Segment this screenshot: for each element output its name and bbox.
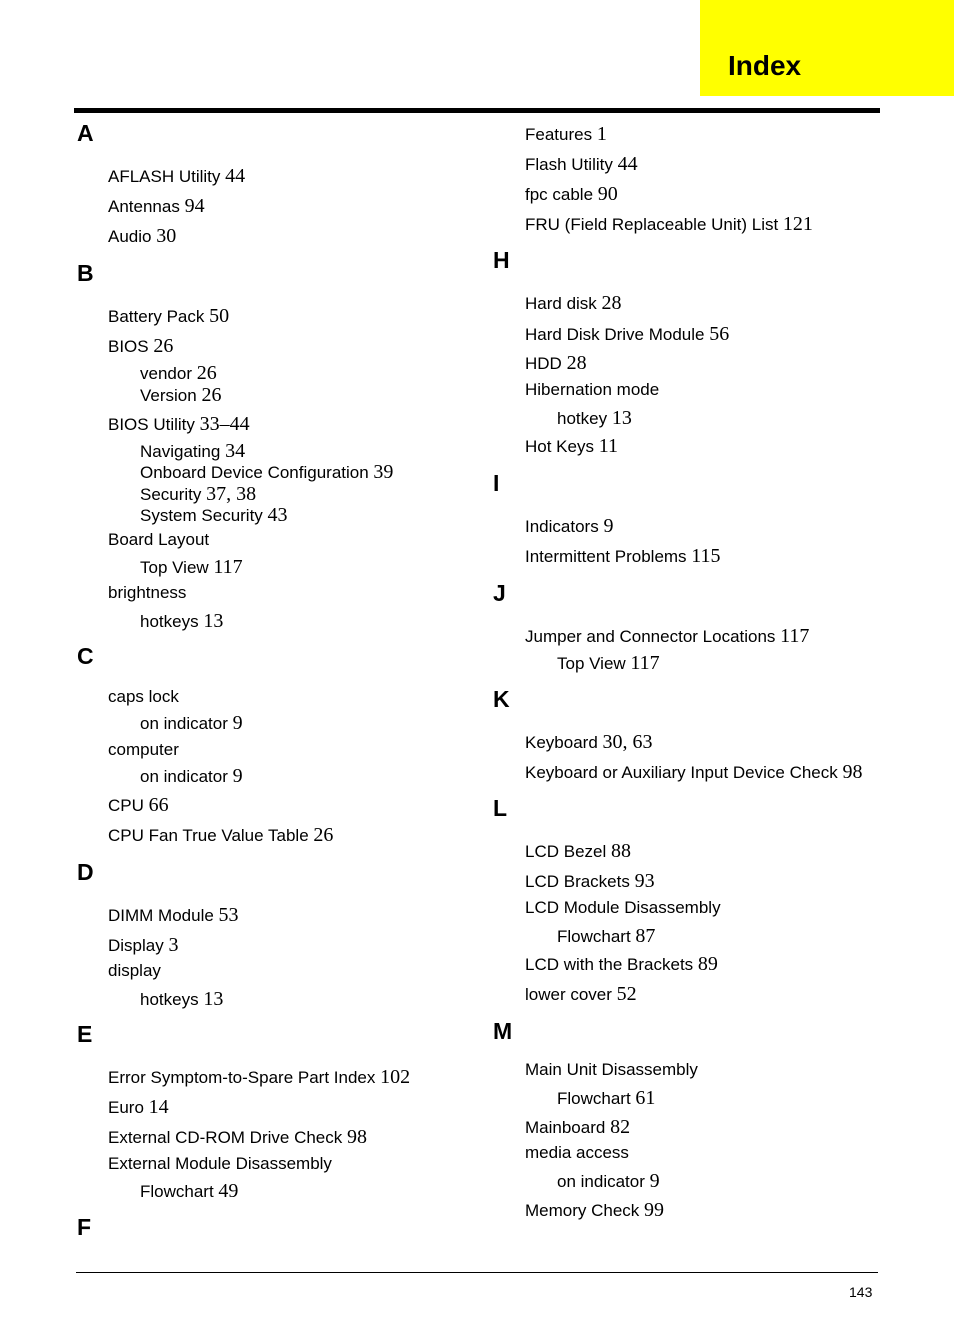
entry-label: caps lock (108, 687, 179, 706)
index-entry (108, 226, 176, 246)
entry-label: BIOS Utility (108, 415, 200, 434)
entry-label: Security (140, 485, 207, 504)
entry-label: Display (108, 936, 169, 955)
index-letter-heading: F (77, 1214, 92, 1240)
entry-page-number: 117 (213, 556, 243, 578)
entry-label: Memory Check (525, 1201, 645, 1220)
index-subentry (140, 441, 245, 461)
index-entry (525, 381, 659, 398)
index-entry (108, 688, 179, 705)
entry-label: CPU Fan True Value Table (108, 826, 314, 845)
entry-label: Keyboard (525, 733, 603, 752)
index-entry (525, 214, 813, 234)
index-entry (108, 825, 333, 845)
entry-page-number: 3 (168, 934, 179, 956)
entry-page-number: 33–44 (199, 413, 250, 435)
index-entry (108, 1127, 367, 1147)
page-title: Index (728, 50, 802, 81)
entry-label: Top View (140, 558, 214, 577)
entry-page-number: 9 (649, 1170, 660, 1192)
entry-label: System Security (140, 506, 268, 525)
entry-label: Main Unit Disassembly (525, 1060, 698, 1079)
index-entry (108, 531, 209, 548)
index-subentry (140, 363, 217, 383)
entry-page-number: 121 (782, 213, 813, 235)
entry-label: Hibernation mode (525, 380, 660, 399)
page-number: 143 (849, 1284, 873, 1300)
index-entry (525, 546, 721, 566)
entry-page-number: 28 (566, 352, 587, 374)
index-entry (525, 353, 587, 373)
index-entry (525, 954, 718, 974)
entry-label: Hard disk (525, 294, 602, 313)
entry-label: Version (140, 386, 202, 405)
footer-rule (76, 1272, 878, 1273)
entry-page-number: 43 (267, 504, 288, 526)
index-letter-heading: L (493, 795, 508, 821)
index-letter-heading: E (77, 1021, 93, 1047)
entry-page-number: 9 (603, 515, 614, 537)
index-entry (525, 154, 638, 174)
index-subentry (140, 611, 223, 631)
entry-page-number: 50 (209, 305, 230, 327)
entry-label: vendor (140, 364, 197, 383)
index-entry (108, 336, 173, 356)
entry-page-number: 90 (597, 183, 618, 205)
entry-label: on indicator (140, 714, 233, 733)
entry-label: computer (108, 740, 179, 759)
entry-page-number: 93 (634, 870, 655, 892)
entry-label: Flowchart (557, 1089, 636, 1108)
entry-label: Flowchart (557, 927, 636, 946)
entry-label: BIOS (108, 337, 154, 356)
entry-page-number: 26 (196, 362, 217, 384)
entry-page-number: 26 (313, 824, 334, 846)
entry-page-number: 52 (616, 983, 637, 1005)
entry-page-number: 13 (611, 407, 632, 429)
index-entry (525, 516, 613, 536)
entry-label: External Module Disassembly (108, 1154, 332, 1173)
entry-page-number: 11 (598, 435, 618, 457)
entry-page-number: 30, 63 (602, 731, 653, 753)
entry-page-number: 37, 38 (206, 483, 257, 505)
entry-page-number: 44 (617, 153, 638, 175)
entry-page-number: 98 (842, 761, 863, 783)
index-subentry (557, 653, 660, 673)
entry-label: hotkey (557, 409, 612, 428)
index-entry (108, 306, 229, 326)
entry-label: HDD (525, 354, 567, 373)
index-letter-heading: H (493, 247, 510, 273)
entry-page-number: 26 (201, 384, 222, 406)
entry-page-number: 98 (347, 1126, 367, 1148)
entry-label: display (108, 961, 161, 980)
index-entry (525, 899, 721, 916)
index-entry (525, 436, 618, 456)
entry-label: External CD-ROM Drive Check (108, 1128, 347, 1147)
entry-page-number: 56 (709, 323, 730, 345)
entry-label: DIMM Module (108, 906, 219, 925)
entry-page-number: 28 (601, 292, 622, 314)
index-entry (108, 741, 179, 758)
entry-page-number: 82 (610, 1116, 631, 1138)
entry-page-number: 13 (203, 988, 224, 1010)
entry-label: on indicator (557, 1172, 650, 1191)
index-letter-heading: J (493, 580, 506, 606)
index-letter-heading: C (77, 643, 94, 669)
entry-label: Keyboard or Auxiliary Input Device Check (525, 763, 843, 782)
index-entry (108, 584, 186, 601)
index-entry (525, 184, 618, 204)
index-entry (525, 124, 607, 144)
index-entry (525, 626, 809, 646)
index-entry (108, 196, 205, 216)
entry-label: Error Symptom-to-Spare Part Index (108, 1068, 381, 1087)
entry-page-number: 53 (218, 904, 239, 926)
entry-label: Features (525, 125, 597, 144)
entry-label: Intermittent Problems (525, 547, 692, 566)
entry-label: Jumper and Connector Locations (525, 627, 781, 646)
index-entry (525, 1117, 630, 1137)
index-letter-heading: M (493, 1018, 513, 1044)
index-letter-heading: A (77, 120, 94, 146)
index-subentry (140, 484, 256, 504)
index-entry (525, 293, 622, 313)
entry-label: Antennas (108, 197, 185, 216)
index-letter-heading: D (77, 859, 94, 885)
entry-label: on indicator (140, 767, 233, 786)
index-entry (525, 984, 637, 1004)
entry-label: Hard Disk Drive Module (525, 325, 710, 344)
entry-label: Flash Utility (525, 155, 618, 174)
entry-label: LCD with the Brackets (525, 955, 698, 974)
entry-label: Mainboard (525, 1118, 611, 1137)
entry-label: Navigating (140, 442, 226, 461)
entry-page-number: 94 (184, 195, 205, 217)
entry-label: lower cover (525, 985, 617, 1004)
entry-page-number: 99 (644, 1199, 665, 1221)
index-entry (108, 1155, 332, 1172)
entry-page-number: 26 (153, 335, 174, 357)
entry-page-number: 88 (610, 840, 631, 862)
entry-page-number: 102 (380, 1066, 411, 1088)
entry-page-number: 117 (780, 625, 810, 647)
entry-label: Battery Pack (108, 307, 210, 326)
entry-label: LCD Brackets (525, 872, 635, 891)
index-subentry (140, 385, 221, 405)
entry-page-number: 87 (635, 925, 656, 947)
index-letter-heading: I (493, 470, 500, 496)
header-rule (74, 108, 880, 113)
index-entry (108, 166, 245, 186)
title-banner (700, 0, 954, 96)
index-entry (525, 1061, 698, 1078)
index-entry (525, 762, 863, 782)
index-subentry (140, 989, 223, 1009)
index-subentry (557, 408, 632, 428)
entry-label: Indicators (525, 517, 604, 536)
entry-page-number: 13 (203, 610, 224, 632)
index-entry (525, 732, 653, 752)
entry-label: fpc cable (525, 185, 598, 204)
entry-label: Board Layout (108, 530, 210, 549)
index-entry (108, 414, 250, 434)
entry-label: FRU (Field Replaceable Unit) List (525, 215, 783, 234)
index-subentry (140, 462, 393, 482)
entry-page-number: 39 (373, 461, 394, 483)
index-entry (525, 1200, 664, 1220)
index-subentry (557, 926, 655, 946)
entry-page-number: 9 (232, 712, 243, 734)
entry-label: AFLASH Utility (108, 167, 226, 186)
index-entry (525, 871, 655, 891)
index-entry (108, 795, 169, 815)
entry-label: media access (525, 1143, 629, 1162)
entry-page-number: 117 (630, 652, 660, 674)
entry-page-number: 14 (148, 1096, 169, 1118)
index-subentry (140, 557, 243, 577)
index-letter-heading: K (493, 686, 510, 712)
entry-page-number: 44 (225, 165, 246, 187)
entry-label: CPU (108, 796, 149, 815)
index-entry (108, 935, 178, 955)
entry-page-number: 49 (218, 1180, 239, 1202)
index-entry (525, 324, 729, 344)
index-entry (108, 905, 239, 925)
entry-page-number: 89 (697, 953, 718, 975)
entry-label: brightness (108, 583, 187, 602)
entry-label: hotkeys (140, 612, 204, 631)
entry-page-number: 9 (232, 765, 243, 787)
index-entry (108, 1097, 169, 1117)
entry-page-number: 66 (148, 794, 169, 816)
index-entry (525, 841, 631, 861)
index-letter-heading: B (77, 260, 94, 286)
entry-page-number: 34 (225, 440, 246, 462)
index-subentry (140, 713, 243, 733)
entry-label: hotkeys (140, 990, 204, 1009)
entry-label: Top View (557, 654, 631, 673)
entry-page-number: 115 (691, 545, 721, 567)
entry-label: Audio (108, 227, 157, 246)
index-subentry (140, 766, 243, 786)
index-subentry (140, 505, 288, 525)
entry-page-number: 1 (596, 123, 607, 145)
entry-label: Flowchart (140, 1182, 219, 1201)
entry-label: LCD Module Disassembly (525, 898, 721, 917)
entry-label: LCD Bezel (525, 842, 611, 861)
index-entry (108, 962, 161, 979)
index-subentry (557, 1088, 655, 1108)
index-subentry (140, 1181, 238, 1201)
index-entry (108, 1067, 410, 1087)
index-subentry (557, 1171, 660, 1191)
entry-label: Onboard Device Configuration (140, 463, 374, 482)
entry-page-number: 61 (635, 1087, 656, 1109)
entry-page-number: 30 (156, 225, 177, 247)
entry-label: Hot Keys (525, 437, 599, 456)
index-entry (525, 1144, 629, 1161)
entry-label: Euro (108, 1098, 149, 1117)
